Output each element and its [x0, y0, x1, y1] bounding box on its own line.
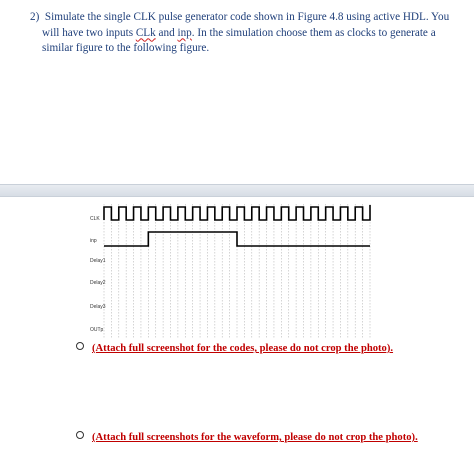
section-divider	[0, 184, 474, 197]
signal-label: Delay2	[90, 280, 106, 286]
attach-waveform-text: (Attach full screenshots for the waveform, please do not crop the photo).	[92, 432, 418, 443]
signal-label: CLK	[90, 216, 100, 222]
signal-label: Delay1	[90, 258, 106, 264]
question-line-1	[30, 10, 466, 26]
attach-codes-text: (Attach full screenshot for the codes, please do not crop the photo).	[92, 343, 394, 354]
question-line-1-text: Simulate the single CLK pulse generator code shown in Figure 4.8 using active HDL. You	[44, 11, 450, 23]
signal-label: Delay3	[90, 304, 106, 310]
question-line-2-pre: will have two inputs	[42, 26, 136, 39]
question-line-2-mid: and	[155, 26, 178, 39]
question-line-2	[30, 26, 466, 42]
question-text	[30, 10, 466, 57]
signal-labels	[90, 216, 106, 333]
clk-trace	[104, 205, 370, 220]
clk-word: CLk	[135, 26, 156, 39]
inp-word: inp	[177, 26, 192, 39]
attach-waveform-item	[76, 431, 418, 443]
question-line-3: similar figure to the following figure.	[42, 42, 210, 54]
attach-codes-item	[76, 342, 393, 354]
waveform-figure	[0, 200, 474, 345]
signal-label: OUTp	[90, 327, 104, 333]
question-number: 2)	[30, 11, 40, 23]
inp-trace	[104, 232, 370, 246]
question-line-2-post: . In the simulation choose them as clocks to generate a	[191, 26, 436, 39]
bullet-circle-icon	[76, 342, 84, 350]
bullet-circle-icon	[76, 431, 84, 439]
signal-label: inp	[90, 238, 97, 244]
waveform-grid	[104, 204, 370, 338]
